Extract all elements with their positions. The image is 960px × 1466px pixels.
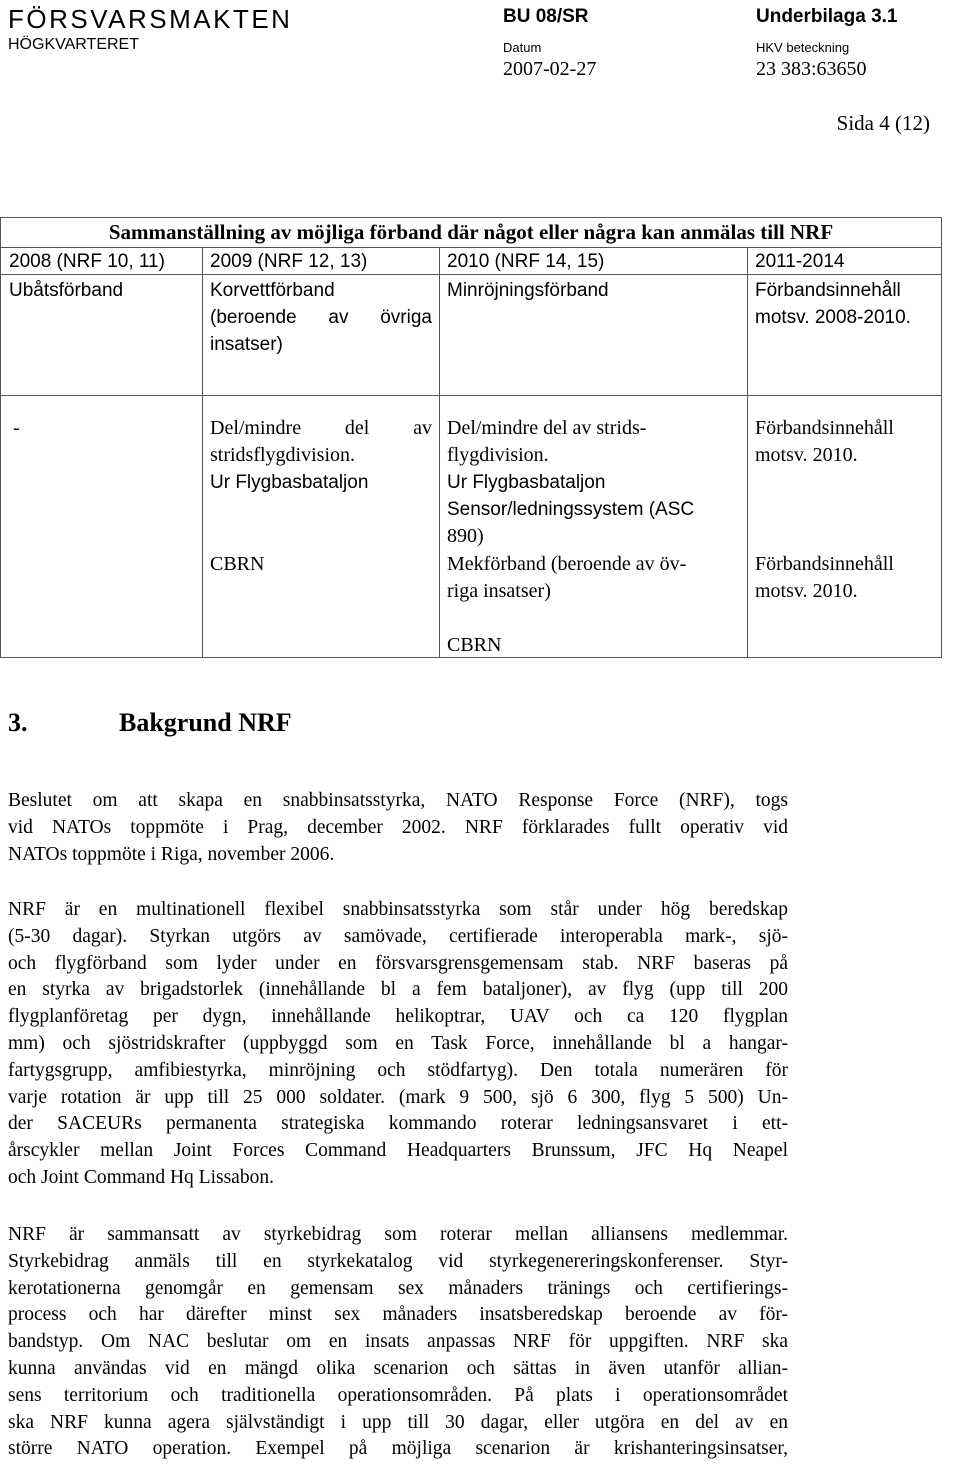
cell-content-2008-line2: motsv. 2008-2010. (755, 307, 911, 328)
cell-stridsflyg-line1: Del/mindre del av (210, 417, 432, 439)
cell-stridsflyg-line3: Ur Flygbasbataljon (210, 472, 369, 493)
cell-stridsflyg-line2: stridsflygdivision. (210, 444, 356, 466)
cell-minrojningsforband: Minröjningsförband (447, 280, 609, 301)
cell-content-2011-a-line2: motsv. 2010. (755, 444, 858, 466)
paragraph-1 (8, 788, 788, 868)
column-header: 2010 (NRF 14, 15) (447, 251, 605, 272)
paragraph-line: NRF är sammansatt av styrkebidrag som roterar mellan alliansens medlemmar. (8, 1224, 788, 1245)
paragraph-line: NRF är en multinationell flexibel snabbinsatsstyrka som står under hög beredskap (8, 899, 788, 920)
organization-name: FÖRSVARSMAKTEN (8, 4, 293, 34)
paragraph-3 (8, 1222, 788, 1463)
cell-content-2011-a-line1: Förbandsinnehåll (755, 417, 894, 439)
paragraph-line: flygplanföretag per dygn, innehållande helikoptrar, UAV och ca 120 flygplan (8, 1006, 788, 1028)
cell-cbrn-2010: CBRN (447, 634, 502, 656)
table-divider (1, 395, 941, 396)
table-divider (747, 247, 748, 657)
cell-ubatsforband: Ubåtsförband (9, 280, 124, 301)
paragraph-line: varje rotation är upp till 25 000 soldater. (mark 9 500, sjö 6 300, flyg 5 500) Un- (8, 1086, 788, 1108)
cell-korvettforband-line3: insatser) (210, 334, 283, 355)
cell-korvettforband: Korvettförband (210, 280, 335, 301)
cell-empty-dash: - (13, 417, 20, 439)
paragraph-line: fartygsgrupp, amfibiestyrka, minröjning och stödfartyg). Den totala numerären för (8, 1059, 788, 1081)
paragraph-line: och flygförband som lyder under en försvarsgrensgemensam stab. NRF baseras på (8, 952, 788, 974)
paragraph-line: kerotationerna genomgår en gemensam sex månaders tränings och certifierings- (8, 1277, 788, 1299)
table-title: Sammanställning av möjliga förband där något eller några kan anmälas till NRF (108, 220, 834, 244)
cell-stridsflyg-2010-line4: Sensor/ledningssystem (ASC (447, 499, 695, 520)
paragraph-line: mm) och sjöstridskrafter (uppbyggd som en Task Force, innehållande bl a hangar- (8, 1032, 788, 1054)
reference-label: HKV beteckning (756, 40, 850, 55)
paragraph-line: årscykler mellan Joint Forces Command Headquarters Brunssum, JFC Hq Neapel (8, 1140, 788, 1162)
paragraph-line: (5-30 dagar). Styrkan utgörs av samövade, certifierade interoperabla mark-, sjö- (8, 925, 788, 947)
paragraph-line: sens territorium och traditionella operationsområden. På plats i operationsområdet (8, 1384, 788, 1406)
paragraph-2 (8, 897, 788, 1192)
cell-mekforband-line2: riga insatser) (447, 580, 551, 602)
section-number: 3. (8, 708, 28, 737)
cell-cbrn-2009: CBRN (210, 553, 265, 575)
organization-unit: HÖGKVARTERET (8, 36, 139, 53)
paragraph-line: kunna användas vid en mängd olika scenarion och sättas in även utanför allian- (8, 1357, 788, 1379)
column-header: 2008 (NRF 10, 11) (9, 251, 165, 272)
paragraph-line: vid NATOs toppmöte i Prag, december 2002. NRF förklarades fullt operativ vid (8, 816, 788, 838)
nrf-units-table (0, 217, 942, 658)
reference-value: 23 383:63650 (756, 58, 867, 80)
paragraph-line: Beslutet om att skapa en snabbinsatsstyrka, NATO Response Force (NRF), togs (8, 790, 788, 811)
cell-content-2008: Förbandsinnehåll (755, 280, 901, 301)
paragraph-line: bandstyp. Om NAC beslutar om en insats anpassas NRF för uppgiften. NRF ska (8, 1331, 788, 1353)
paragraph-line: Styrkebidrag anmäls till en styrkekatalog vid styrkegenereringskonferenser. Styr- (8, 1250, 788, 1272)
cell-stridsflyg-2010-line1: Del/mindre del av strids- (447, 417, 647, 439)
section-heading (8, 708, 292, 738)
page-number: Sida 4 (12) (836, 111, 930, 135)
cell-korvettforband-line2: (beroende av övriga (210, 307, 432, 328)
date-value: 2007-02-27 (503, 58, 597, 80)
date-label: Datum (503, 40, 542, 55)
cell-stridsflyg-2010-line2: flygdivision. (447, 444, 549, 466)
cell-mekforband-line1: Mekförband (beroende av öv- (447, 553, 687, 575)
document-id: BU 08/SR (503, 6, 589, 27)
column-header: 2011-2014 (755, 251, 845, 272)
paragraph-line: der SACEURs permanenta strategiska kommando roterar ledningsansvaret i ett- (8, 1113, 788, 1135)
cell-content-2011-b-line2: motsv. 2010. (755, 580, 858, 602)
paragraph-line: en styrka av brigadstorlek (innehållande bl a fem bataljoner), av flyg (upp till 200 (8, 979, 788, 1001)
paragraph-line: och Joint Command Hq Lissabon. (8, 1166, 274, 1188)
cell-content-2011-b-line1: Förbandsinnehåll (755, 553, 894, 575)
appendix-label: Underbilaga 3.1 (756, 6, 898, 27)
cell-stridsflyg-2010-line3: Ur Flygbasbataljon (447, 472, 606, 493)
table-divider (439, 247, 440, 657)
paragraph-line: ska NRF kunna agera självständigt i upp till 30 dagar, eller utgöra en del av en (8, 1411, 788, 1433)
paragraph-line: större NATO operation. Exempel på möjliga scenarion är krishanteringsinsatser, (8, 1438, 788, 1460)
cell-stridsflyg-2010-line5: 890) (447, 525, 484, 547)
section-title: Bakgrund NRF (119, 708, 292, 737)
column-header: 2009 (NRF 12, 13) (210, 251, 368, 272)
paragraph-line: NATOs toppmöte i Riga, november 2006. (8, 843, 335, 865)
table-divider (202, 247, 203, 657)
paragraph-line: process och har därefter minst sex månaders insatsberedskap beroende av för- (8, 1304, 788, 1326)
